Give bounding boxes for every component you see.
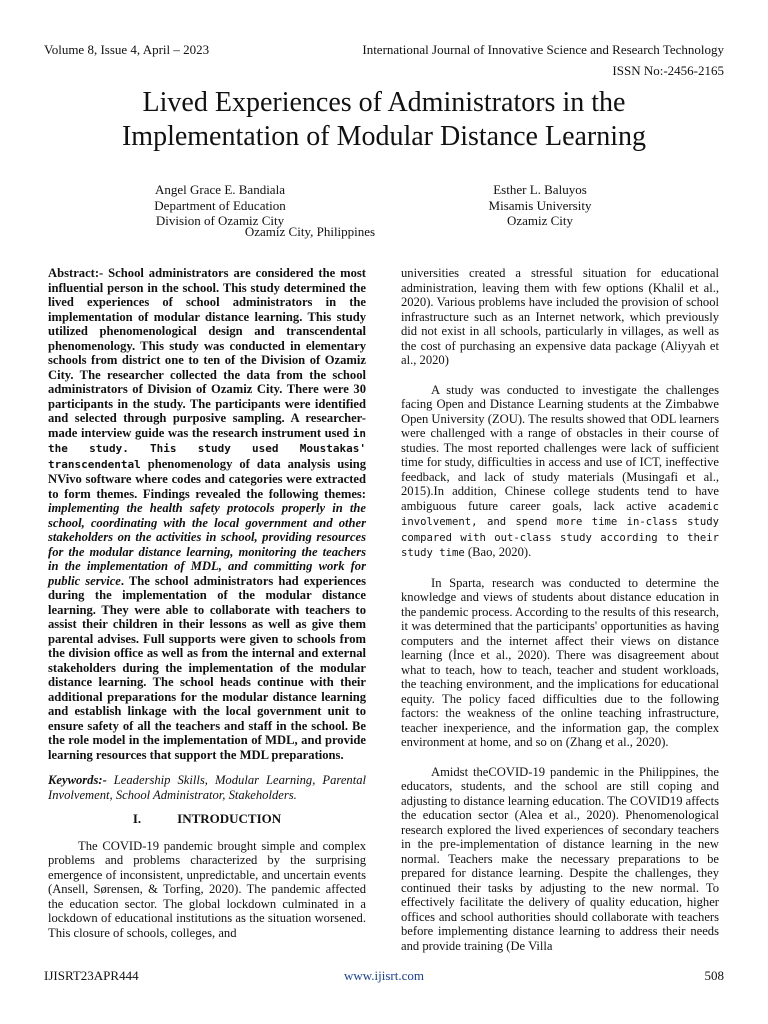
journal-url-link[interactable]: www.ijisrt.com	[343, 968, 425, 983]
body-paragraph: universities created a stressful situation for educational administration, leaving them with few options (Khalil et al., 2020). Various problems have included the provision of school infrastructure such as an Internet network, which previously did not exist in all schools, particularly in villages, as well as the cost of purchasing an expensive data package (Aliyyah et al., 2020)	[401, 266, 719, 367]
paper-title	[40, 86, 728, 154]
section-title: INTRODUCTION	[177, 811, 282, 826]
author-affiliation: Division of Ozamiz City	[155, 213, 285, 228]
author-block-1	[110, 182, 330, 229]
page-number: 508	[704, 968, 724, 983]
issn: ISSN No:-2456-2165	[612, 63, 724, 78]
section-number: I.	[132, 811, 142, 826]
shared-affiliation: Ozamiz City, Philippines	[244, 224, 376, 239]
author-block-2	[430, 182, 650, 229]
right-column	[401, 266, 719, 953]
journal-name: International Journal of Innovative Science and Research Technology	[362, 42, 724, 57]
left-column	[48, 266, 366, 940]
abstract: Abstract:- School administrators are considered the most influential person in the school. This study determined the lived experiences of school administrators in the implementation of modular distance learning. This study utilized phenomenological design and transcendental phenomenology. This study was conducted in elementary schools from district one to ten of the Division of Ozamiz City. The researcher collected the data from the school administrators of Division of Ozamiz City. There were 30 participants in the study. The participants were identified and selected through purposive sampling. A researcher-made interview guide was the research instrument used in the study. This study used Moustakas' transcendental phenomenology of data analysis using NVivo software where codes and categories were extracted to form themes. Findings revealed the following themes: implementing the health safety protocols properly in the school, coordinating with the local government and other stakeholders on the activities in school, providing resources for the modular distance learning, monitoring the teachers in the implementation of MDL, and committing work for public service. The school administrators had experiences during the implementation of the modular distance learning. They were able to collaborate with teachers to assist their children in their lessons as well as give them parental advises. Full supports were given to schools from the division office as well as from the internal and external stakeholders during the implementation of the modular distance learning. The school heads continue with their additional preparations for the modular distance learning and establish linkage with the local government unit to ensure safety of all the teachers and staff in the school. Be the role model in the implementation of MDL, and provide learning resources that support the MDL preparations.	[48, 266, 366, 762]
body-paragraph: In Sparta, research was conducted to determine the knowledge and views of students about distance education in the pandemic process. According to the results of this research, it was determined that the participants' opportunities as having computers and the internet affect their views on distance learning (İnce et al., 2020). There was disagreement about what to teach, how to teach, teacher and student workloads, the teaching environment, and the implications for educational equity. The policy faced difficulties due to the following factors: the weakness of the online teaching infrastructure, teacher inexperience, and the information gap, the complex environment at home, and so on (Zhang et al., 2020).	[401, 575, 719, 749]
footer-url-wrap	[0, 968, 768, 984]
keywords: Keywords:- Leadership Skills, Modular Learning, Parental Involvement, School Administrator, Stakeholders.	[48, 773, 366, 802]
title-line-1: Lived Experiences of Administrators in the	[142, 87, 626, 118]
body-paragraph: A study was conducted to investigate the challenges facing Open and Distance Learning students at the Zimbabwe Open University (ZOU). The results showed that ODL learners were challenged with a range of obstacles in their course of studies. The most reported challenges were lack of sufficient time for study, difficulties in access and use of ICT, ineffective feedback, and lack of study materials (Musingafi et al., 2015).In addition, Chinese college students tend to have ambiguous future career goals, lack active academic involvement, and spend more time in-class study compared with out-class study according to their study time (Bao, 2020).	[401, 382, 719, 559]
section-heading-introduction	[48, 812, 366, 827]
paper-id: IJISRT23APR444	[44, 968, 139, 983]
abstract-themes: implementing the health safety protocols properly in the school, coordinating with the local government and other stakeholders on the activities in school, providing resources for the modular distance learning, monitoring the teachers in the implementation of MDL, and committing work for public service	[48, 501, 366, 588]
title-line-2: Implementation of Modular Distance Learning	[121, 121, 647, 152]
author-name: Angel Grace E. Bandiala	[155, 182, 285, 197]
volume-issue: Volume 8, Issue 4, April – 2023	[44, 42, 210, 57]
author-affiliation: Misamis University	[488, 197, 592, 213]
body-paragraph: Amidst theCOVID-19 pandemic in the Philippines, the educators, students, and the school are still coping and adjusting to distance learning education. The COVID19 affects the education sector (Alea et al., 2020). Phenomenological research explored the lived experiences of secondary teachers in the pre-implementation of distance learning in the new normal. Teachers make the necessary preparations to be prepared for distance learning. Despite the challenges, they continued their tasks by adjusting to the new normal. To effectively facilitate the delivery of quality education, higher offices and school authorities should collaborate with teachers before implementing distance learning to address their needs and provide training (De Villa	[401, 764, 719, 953]
author-affiliation: Ozamiz City	[506, 213, 574, 228]
author-affiliation: Department of Education	[154, 197, 286, 213]
intro-paragraph: The COVID-19 pandemic brought simple and complex problems and problems characterized by the surprising emergence of inconsistent, unpredictable, and uncertain events (Ansell, Sørensen, & Torfing, 2020). The pandemic affected the education sector. The global lockdown culminated in a lockdown of educational institutions as the situation worsened. This closure of schools, colleges, and	[48, 838, 366, 940]
author-name: Esther L. Baluyos	[493, 182, 587, 197]
